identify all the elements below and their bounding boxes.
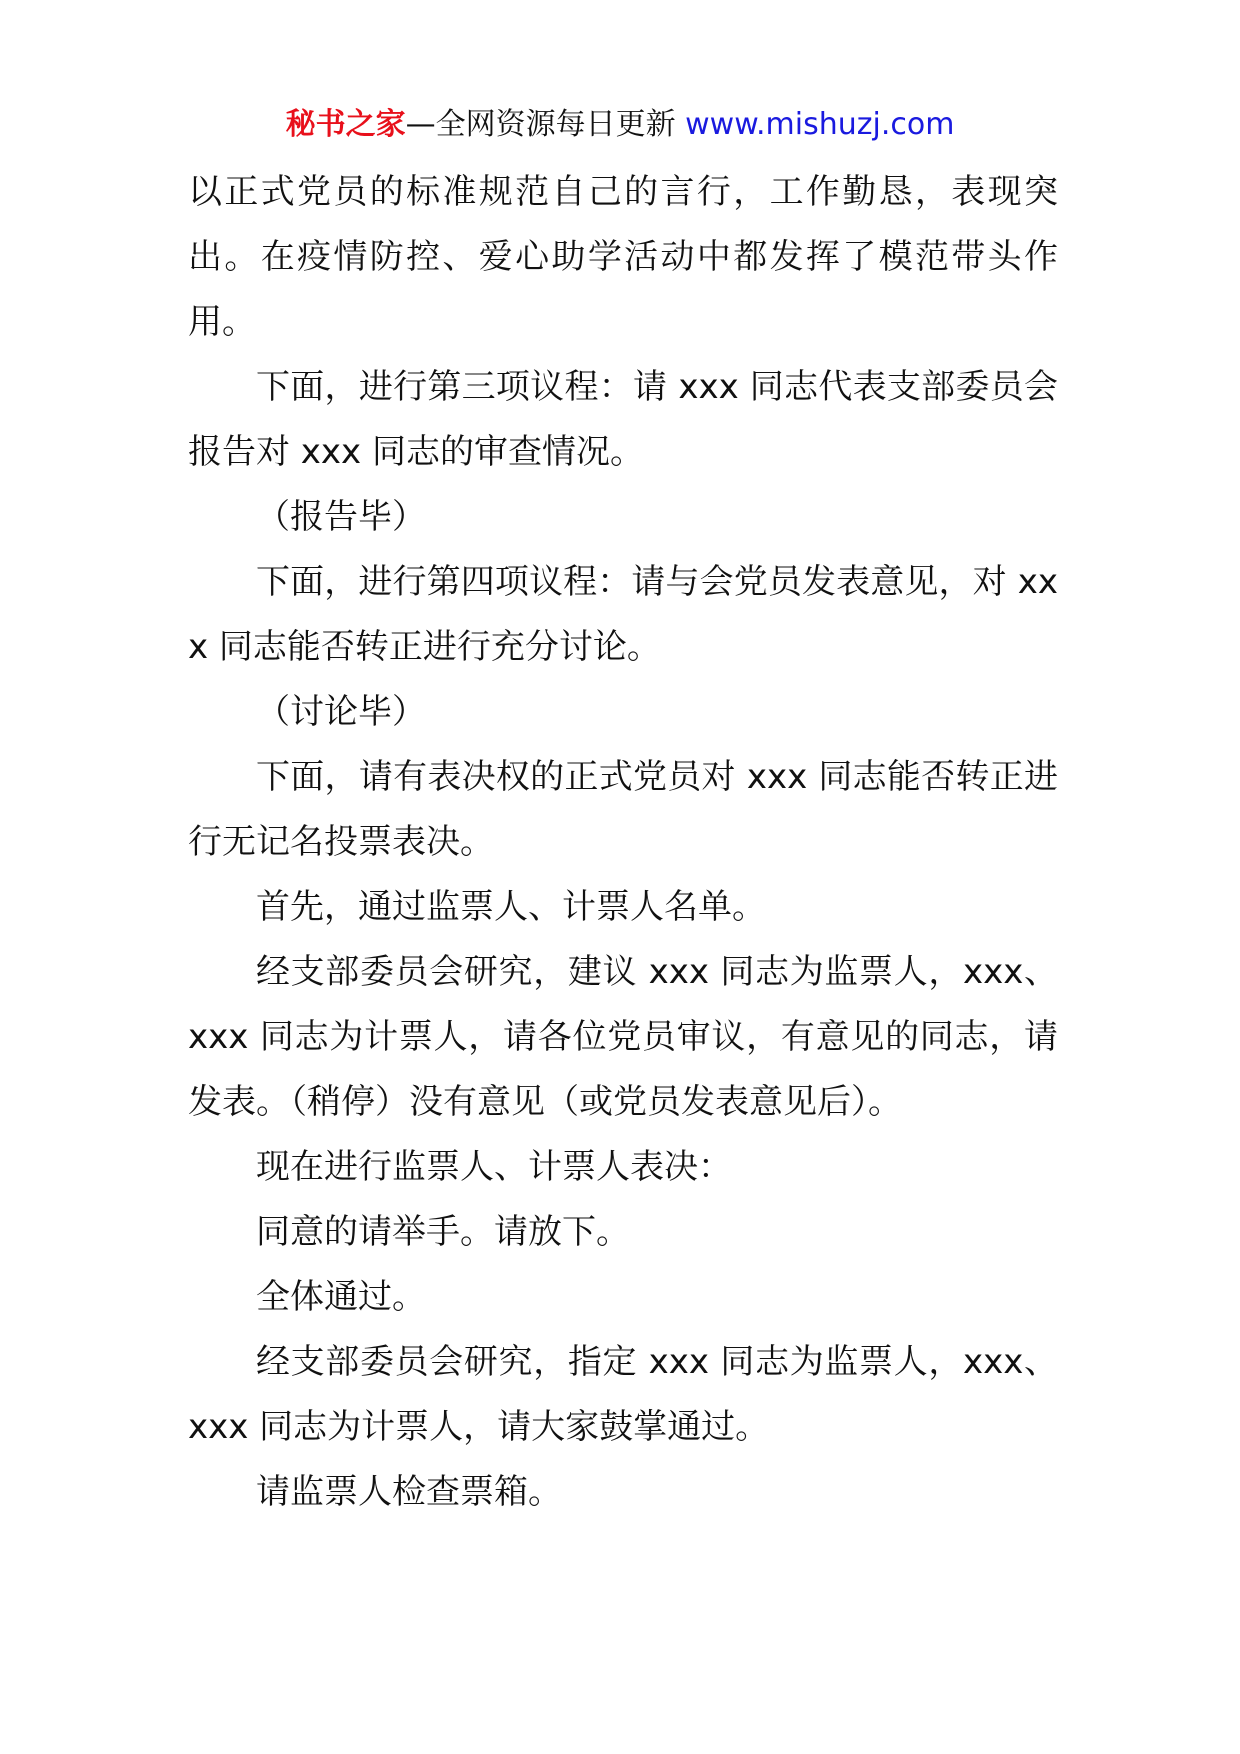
paragraph: 首先，通过监票人、计票人名单。 [256, 887, 766, 927]
paragraph: 下面，进行第三项议程：请 xxx 同志代表支部委员会报告对 xxx 同志的审查情况。 [188, 367, 1058, 472]
paragraph: 下面，进行第四项议程：请与会党员发表意见，对 xxx 同志能否转正进行充分讨论。 [188, 562, 1058, 667]
paragraph: 经支部委员会研究，指定 xxx 同志为监票人，xxx、xxx 同志为计票人，请大家鼓掌通过。 [188, 1342, 1058, 1447]
document-body [188, 160, 1058, 1525]
website-url[interactable]: www.mishuzj.com [685, 107, 955, 142]
paragraph: （报告毕） [256, 497, 426, 537]
paragraph: （讨论毕） [256, 692, 426, 732]
header-tagline: —全网资源每日更新 [405, 107, 686, 142]
paragraph: 同意的请举手。请放下。 [256, 1212, 630, 1252]
paragraph: 全体通过。 [256, 1277, 426, 1317]
page-header [0, 100, 1240, 150]
paragraph: 以正式党员的标准规范自己的言行，工作勤恳，表现突出。在疫情防控、爱心助学活动中都发挥了模范带头作用。 [188, 172, 1058, 342]
paragraph: 下面，请有表决权的正式党员对 xxx 同志能否转正进行无记名投票表决。 [188, 757, 1058, 862]
paragraph: 请监票人检查票箱。 [256, 1472, 562, 1512]
brand-name: 秘书之家 [285, 107, 406, 142]
paragraph: 现在进行监票人、计票人表决： [256, 1147, 732, 1187]
paragraph: 经支部委员会研究，建议 xxx 同志为监票人，xxx、xxx 同志为计票人，请各位党员审议，有意见的同志，请发表。（稍停）没有意见（或党员发表意见后）。 [188, 952, 1058, 1122]
